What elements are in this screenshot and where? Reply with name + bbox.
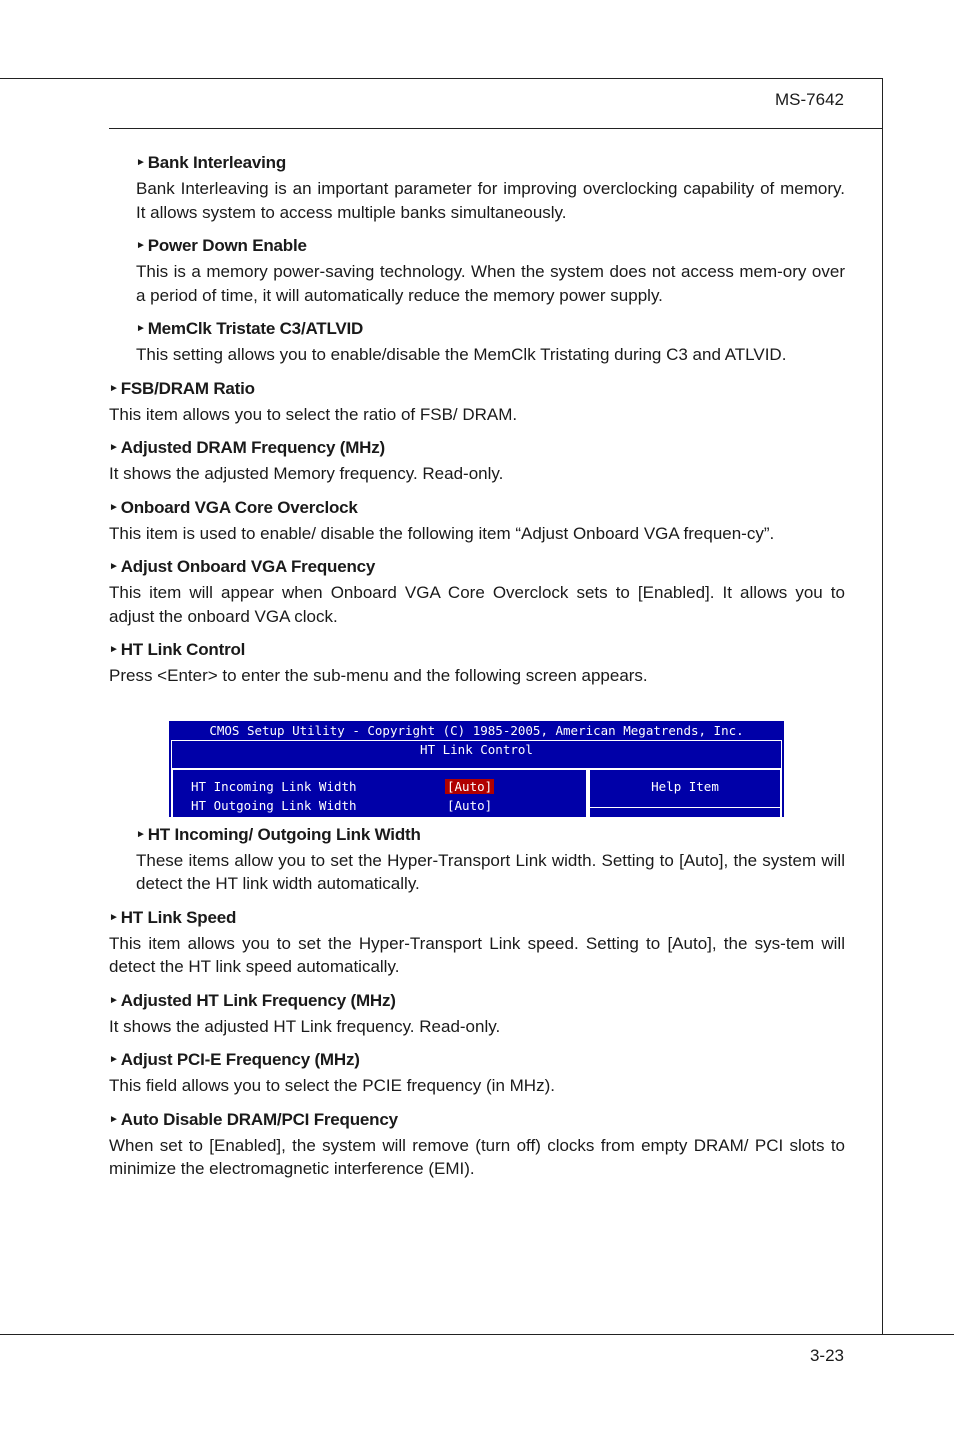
section-memclk-tristate	[136, 318, 845, 367]
bios-item-value-selected[interactable]: [Auto]	[447, 778, 493, 794]
bullet-arrow-icon: ►	[136, 828, 146, 840]
top-rule	[0, 78, 883, 79]
section-title: Onboard VGA Core Overclock	[120, 497, 358, 517]
section-auto-disable-dram-pci	[109, 1109, 845, 1181]
bullet-arrow-icon: ►	[109, 382, 119, 394]
bios-subtitle: HT Link Control	[420, 741, 533, 757]
section-body: It shows the adjusted HT Link frequency. Read-only.	[109, 1016, 501, 1036]
section-title: Adjusted DRAM Frequency (MHz)	[120, 438, 386, 457]
section-title: HT Incoming/ Outgoing Link Width	[147, 824, 421, 844]
bios-item-label[interactable]: HT Incoming Link Width	[191, 778, 357, 794]
section-body: This field allows you to select the PCIE frequency (in MHz).	[109, 1076, 555, 1095]
section-body: This item is used to enable/ disable the following item “Adjust Onboard VGA frequen-cy”.	[109, 523, 775, 543]
section-ht-link-speed	[109, 907, 845, 979]
section-title: Auto Disable DRAM/PCI Frequency	[120, 1109, 398, 1129]
model-number: MS-7642	[775, 90, 844, 109]
bullet-arrow-icon: ►	[136, 240, 146, 251]
bios-screen	[169, 721, 784, 817]
right-rule	[882, 78, 883, 1335]
section-ht-link-width	[136, 824, 845, 896]
section-title: MemClk Tristate C3/ATLVID	[147, 319, 364, 338]
section-body: When set to [Enabled], the system will remove (turn off) clocks from empty DRAM/ PCI slots to minimize the electromagnetic interference (EMI).	[109, 1135, 845, 1178]
section-body: It shows the adjusted Memory frequency. Read-only.	[109, 464, 504, 483]
bios-help-title: Help Item	[651, 778, 719, 794]
section-title: HT Link Speed	[120, 907, 237, 927]
bottom-rule	[0, 1334, 954, 1335]
section-title: FSB/DRAM Ratio	[120, 378, 255, 398]
bios-help-divider	[588, 807, 782, 808]
bullet-arrow-icon: ►	[109, 1054, 119, 1065]
section-body: These items allow you to set the Hyper-Transport Link width. Setting to [Auto], the system will detect the HT link width automatically.	[136, 850, 845, 893]
section-title: HT Link Control	[120, 640, 246, 659]
bullet-arrow-icon: ►	[136, 157, 146, 168]
section-title: Power Down Enable	[147, 236, 307, 255]
bios-title-bar: CMOS Setup Utility - Copyright (C) 1985-2005, American Megatrends, Inc.	[209, 722, 744, 738]
section-bank-interleaving	[136, 152, 845, 224]
section-body: This item will appear when Onboard VGA Core Overclock sets to [Enabled]. It allows you to adjust the onboard VGA clock.	[109, 583, 845, 626]
section-title: Bank Interleaving	[147, 153, 287, 172]
bullet-arrow-icon: ►	[109, 442, 119, 453]
section-body: This item allows you to select the ratio of FSB/ DRAM.	[109, 404, 518, 424]
section-ht-link-control	[109, 639, 845, 688]
main-content	[109, 152, 845, 1192]
bullet-arrow-icon: ►	[136, 323, 146, 334]
section-adjust-onboard-vga-frequency	[109, 556, 845, 628]
bullet-arrow-icon: ►	[109, 911, 119, 923]
bullet-arrow-icon: ►	[109, 561, 119, 572]
section-adjust-pcie-frequency	[109, 1049, 845, 1098]
section-title: Adjust PCI-E Frequency (MHz)	[120, 1050, 360, 1069]
bios-item-label[interactable]: HT Outgoing Link Width	[191, 797, 357, 813]
section-body: This setting allows you to enable/disable the MemClk Tristating during C3 and ATLVID.	[136, 345, 787, 364]
section-adjusted-dram-frequency	[109, 437, 845, 486]
section-fsb-dram-ratio	[109, 378, 845, 427]
bullet-arrow-icon: ►	[109, 501, 119, 513]
section-body: Press <Enter> to enter the sub-menu and the following screen appears.	[109, 666, 648, 685]
bullet-arrow-icon: ►	[109, 644, 119, 655]
page-number: 3-23	[809, 1346, 844, 1365]
section-body: Bank Interleaving is an important parameter for improving overclocking capability of memory. It allows system to access multiple banks simultaneously.	[136, 179, 845, 222]
section-power-down-enable	[136, 235, 845, 307]
section-title: Adjusted HT Link Frequency (MHz)	[120, 990, 396, 1010]
bios-screenshot-area	[109, 688, 845, 824]
section-title: Adjust Onboard VGA Frequency	[120, 557, 376, 576]
section-onboard-vga-core-overclock	[109, 497, 845, 546]
section-body: This is a memory power-saving technology. When the system does not access mem-ory over a period of time, it will automatically reduce the memory power supply.	[136, 262, 845, 305]
section-body: This item allows you to set the Hyper-Transport Link speed. Setting to [Auto], the sys-tem will detect the HT link speed automatically.	[109, 933, 845, 976]
bullet-arrow-icon: ►	[109, 994, 119, 1006]
section-adjusted-ht-link-frequency	[109, 990, 845, 1039]
header-rule	[109, 128, 883, 129]
bios-item-value[interactable]: [Auto]	[447, 797, 493, 813]
bullet-arrow-icon: ►	[109, 1113, 119, 1125]
